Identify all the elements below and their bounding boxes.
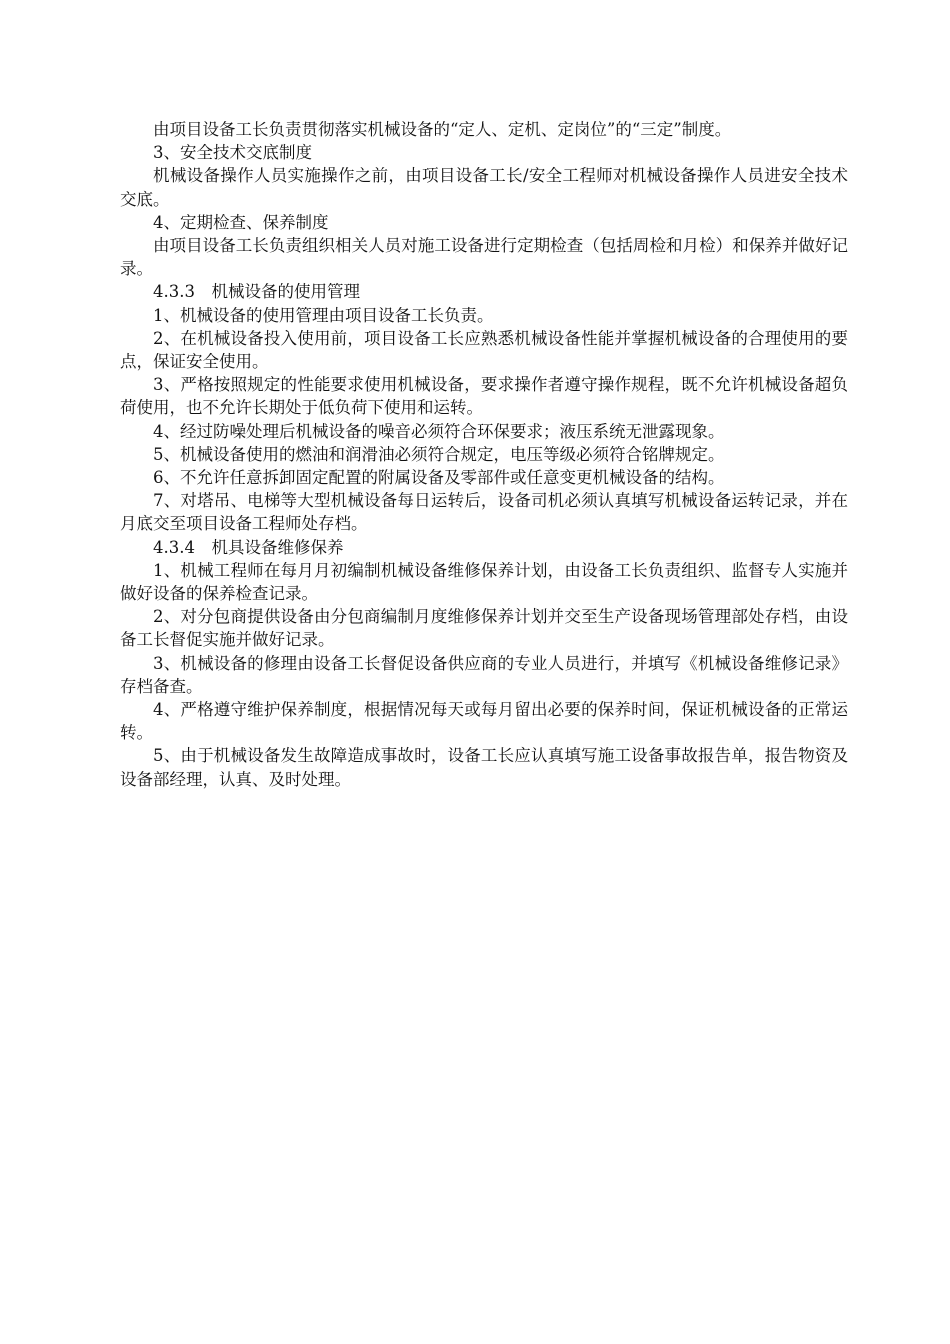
paragraph-safety-briefing: 机械设备操作人员实施操作之前，由项目设备工长/安全工程师对机械设备操作人员进安全技术交底。 <box>120 166 848 209</box>
list-item-maintenance-3: 3、机械设备的修理由设备工长督促设备供应商的专业人员进行，并填写《机械设备维修记录》存档备查。 <box>120 653 848 696</box>
list-item-usage-3: 3、严格按照规定的性能要求使用机械设备，要求操作者遵守操作规程，既不允许机械设备超负荷使用，也不允许长期处于低负荷下使用和运转。 <box>120 375 848 418</box>
list-item-usage-2: 2、在机械设备投入使用前，项目设备工长应熟悉机械设备性能并掌握机械设备的合理使用的要点，保证安全使用。 <box>120 328 848 372</box>
list-item-usage-4: 4、经过防噪处理后机械设备的噪音必须符合环保要求；液压系统无泄露现象。 <box>153 421 725 441</box>
list-item-maintenance-5: 5、由于机械设备发生故障造成事故时，设备工长应认真填写施工设备事故报告单，报告物资及设备部经理，认真、及时处理。 <box>120 746 848 789</box>
list-item-usage-1: 1、机械设备的使用管理由项目设备工长负责。 <box>153 305 494 325</box>
list-item-maintenance-4: 4、严格遵守维护保养制度，根据情况每天或每月留出必要的保养时间，保证机械设备的正常运转。 <box>120 700 848 743</box>
list-item-maintenance-2: 2、对分包商提供设备由分包商编制月度维修保养计划并交至生产设备现场管理部处存档，由设备工长督促实施并做好记录。 <box>120 607 848 650</box>
document-body <box>120 118 848 791</box>
paragraph-periodic-inspection: 由项目设备工长负责组织相关人员对施工设备进行定期检查（包括周检和月检）和保养并做好记录。 <box>120 236 848 279</box>
list-item-usage-7: 7、对塔吊、电梯等大型机械设备每日运转后，设备司机必须认真填写机械设备运转记录，并在月底交至项目设备工程师处存档。 <box>120 491 848 534</box>
paragraph-three-fixed-system: 由项目设备工长负责贯彻落实机械设备的“定人、定机、定岗位”的“三定”制度。 <box>153 120 732 139</box>
heading-inspection-maintenance-system: 4、定期检查、保养制度 <box>153 212 329 232</box>
list-item-usage-6: 6、不允许任意拆卸固定配置的附属设备及零部件或任意变更机械设备的结构。 <box>153 468 725 488</box>
section-heading-4-3-4: 4.3.4 机具设备维修保养 <box>153 537 344 557</box>
list-item-usage-5: 5、机械设备使用的燃油和润滑油必须符合规定，电压等级必须符合铭牌规定。 <box>153 444 725 464</box>
list-item-maintenance-1: 1、机械工程师在每月月初编制机械设备维修保养计划，由设备工长负责组织、监督专人实施并做好设备的保养检查记录。 <box>120 560 848 604</box>
heading-safety-briefing-system: 3、安全技术交底制度 <box>153 143 312 163</box>
section-heading-4-3-3: 4.3.3 机械设备的使用管理 <box>153 282 360 302</box>
